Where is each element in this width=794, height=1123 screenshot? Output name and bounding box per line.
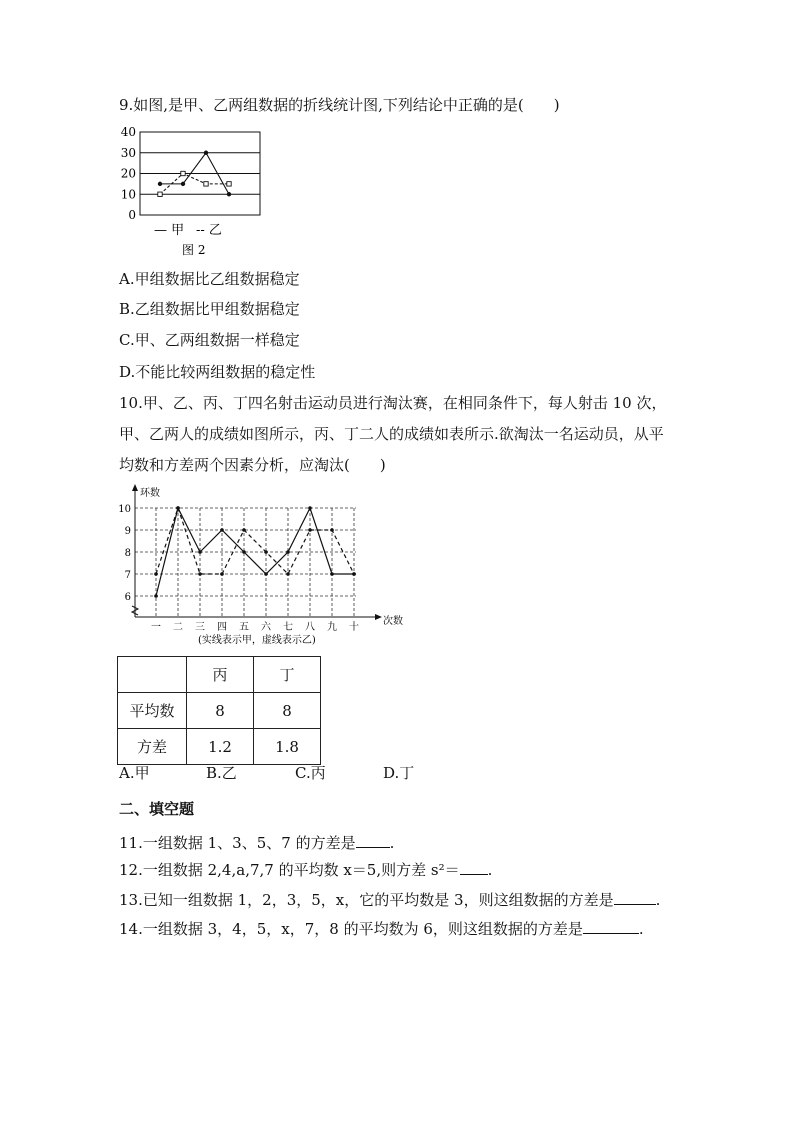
section-title: 二、填空题 [119,800,195,818]
chart2-xtick-label: 十 [349,622,359,633]
chart2-point-甲 [330,572,334,576]
q11-end: . [389,834,395,852]
chart2-ytick-label: 6 [124,592,131,603]
table-cell: 1.2 [187,729,254,765]
chart-figure-2 [110,122,270,264]
chart2-xtick-label: 七 [283,622,293,633]
q10-line-1: 10.甲、乙、丙、丁四名射击运动员进行淘汰赛，在相同条件下，每人射击 10 次， [119,394,667,412]
chart2-series-line-乙 [156,508,354,574]
chart1-point-乙 [158,192,162,196]
chart2-point-乙 [308,528,312,532]
q14-line [119,918,644,939]
q10-option-a: A.甲 [119,764,150,782]
chart1-legend-solid: — 甲 [154,223,185,238]
chart2-caption: (实线表示甲，虚线表示乙) [198,635,316,646]
chart2-point-甲 [198,550,202,554]
chart2-xtick-label: 一 [151,622,161,633]
chart2-y-arrow-icon [132,484,138,491]
q10-line-2: 甲、乙两人的成绩如图所示，丙、丁二人的成绩如表所示.欲淘汰一名运动员，从平 [119,425,664,443]
q10-option-d: D.丁 [383,764,415,782]
chart1-legend-dashed: -- 乙 [196,223,222,238]
answer-blank [614,889,656,905]
q9-option-c: C.甲、乙两组数据一样稳定 [119,331,300,349]
chart2-axis-break [132,606,138,615]
q9-option-b: B.乙组数据比甲组数据稳定 [119,300,300,318]
q11-text: 11.一组数据 1、3、5、7 的方差是 [119,834,356,852]
chart2-point-甲 [220,528,224,532]
chart1-point-甲 [158,182,162,186]
q10-option-b: B.乙 [206,764,237,782]
q9-option-a: A.甲组数据比乙组数据稳定 [119,270,300,288]
chart2-point-甲 [242,550,246,554]
q9-text: 9.如图,是甲、乙两组数据的折线统计图,下列结论中正确的是( ) [119,96,560,114]
chart2-point-甲 [286,550,290,554]
chart2-point-乙 [220,572,224,576]
q12-end: . [487,861,493,879]
chart2-x-arrow-icon [375,614,382,620]
q9-option-d: D.不能比较两组数据的稳定性 [119,363,316,381]
table-header-cell: 丙 [187,657,254,693]
chart1-ytick-label: 20 [120,166,136,181]
chart2-xtick-label: 八 [305,622,315,633]
q13-end: . [655,891,661,909]
chart1-point-甲 [181,182,185,186]
table-cell: 8 [254,693,321,729]
chart2-ylabel: 环数 [140,488,160,499]
chart2-xlabel: 次数 [383,616,403,627]
table-header-cell: 丁 [254,657,321,693]
chart2-point-甲 [308,506,312,510]
chart2-point-乙 [154,572,158,576]
chart2-xtick-label: 四 [217,622,227,633]
answer-blank [356,832,390,848]
chart1-point-乙 [204,182,208,186]
chart2-point-乙 [176,506,180,510]
q13-line [119,889,660,910]
chart2-ytick-label: 10 [118,504,131,515]
chart2-point-乙 [264,550,268,554]
q10-line-3: 均数和方差两个因素分析，应淘汰( ) [119,456,386,474]
chart2-ytick-label: 7 [124,570,131,581]
chart1-point-甲 [204,151,208,155]
chart2-point-乙 [352,572,356,576]
chart2-xtick-label: 三 [195,622,205,633]
answer-blank [460,859,488,875]
q11-line [119,832,394,853]
chart2-point-乙 [242,528,246,532]
chart1-point-乙 [227,182,231,186]
chart1-ytick-label: 0 [128,208,136,222]
table-row [118,693,321,729]
chart2-xtick-label: 二 [173,622,183,633]
chart2-ytick-label: 9 [124,526,131,537]
q14-end: . [638,920,644,938]
chart1-ytick-label: 30 [120,145,136,160]
chart2-point-乙 [198,572,202,576]
chart2-xtick-label: 六 [261,622,271,633]
chart2-xtick-label: 五 [239,622,249,633]
table-header-cell [118,657,187,693]
q14-text: 14.一组数据 3，4，5，x，7，8 的平均数为 6，则这组数据的方差是 [119,920,583,938]
stats-table [117,656,321,765]
table-cell: 方差 [118,729,187,765]
chart2-point-乙 [330,528,334,532]
chart2-point-甲 [264,572,268,576]
chart1-ytick-label: 40 [120,125,136,139]
chart2-ytick-label: 8 [124,548,131,559]
chart1-caption: 图 2 [182,243,206,257]
table-row [118,657,321,693]
chart-shooting-scores [118,482,418,650]
chart2-point-甲 [154,594,158,598]
chart1-point-乙 [181,171,185,175]
q12-text: 12.一组数据 2,4,a,7,7 的平均数 x＝5,则方差 s²＝ [119,861,460,879]
chart2-point-乙 [286,572,290,576]
q13-text: 13.已知一组数据 1，2，3，5，x，它的平均数是 3，则这组数据的方差是 [119,891,614,909]
table-row [118,729,321,765]
answer-blank [583,918,639,934]
q12-line [119,859,492,880]
table-cell: 平均数 [118,693,187,729]
chart2-xtick-label: 九 [327,622,337,633]
chart1-ytick-label: 10 [120,187,136,202]
q10-option-c: C.丙 [295,764,326,782]
table-cell: 1.8 [254,729,321,765]
table-cell: 8 [187,693,254,729]
chart1-point-甲 [227,192,231,196]
